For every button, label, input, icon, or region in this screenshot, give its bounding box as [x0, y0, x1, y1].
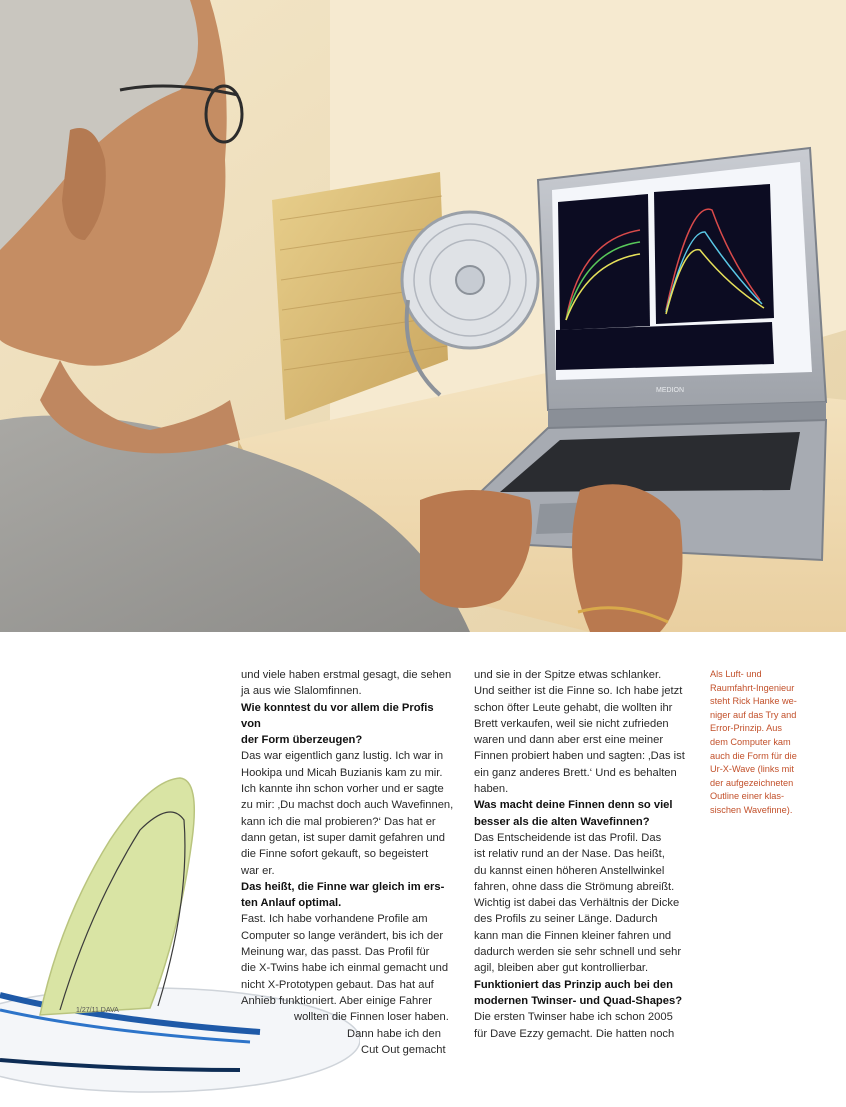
interview-question: Wie konntest du vor allem die Profis von	[241, 701, 434, 730]
body-text: Hookipa und Micah Buzianis kam zu mir.	[241, 766, 443, 779]
interview-question: Was macht deine Finnen denn so viel	[474, 799, 673, 812]
body-text: ja aus wie Slalomfinnen.	[241, 685, 362, 698]
body-text: die Finne sofort gekauft, so begeistert	[241, 848, 429, 861]
body-text: und viele haben erstmal gesagt, die sehen	[241, 669, 452, 681]
caption-line: Als Luft- und	[710, 669, 762, 679]
body-text: agil, bleiben aber gut kontrollierbar.	[474, 962, 649, 975]
body-text: die X-Twins habe ich einmal gemacht und	[241, 962, 449, 975]
body-text: Und seither ist die Finne so. Ich habe jetzt	[474, 685, 683, 698]
article-column-2	[474, 667, 686, 1042]
body-text: dadurch werden sie sehr schnell und sehr	[474, 946, 682, 959]
body-text: waren und dann aber erst eine meiner	[474, 734, 664, 747]
caption-line: auch die Form für die	[710, 750, 797, 761]
caption-line: steht Rick Hanke we-	[710, 696, 797, 707]
body-text: nicht X-Prototypen gebaut. Das hat auf	[241, 978, 434, 991]
interview-question: besser als die alten Wavefinnen?	[474, 815, 650, 828]
interview-question: der Form überzeugen?	[241, 734, 363, 747]
body-text: Wichtig ist dabei das Verhältnis der Dicke	[474, 897, 680, 910]
caption-line: sischen Wavefinne).	[710, 804, 793, 815]
body-text: wollten die Finnen loser haben.	[294, 1011, 449, 1024]
body-text: Finnen probiert haben und sagten: ‚Das ist	[474, 750, 685, 763]
body-text: Das war eigentlich ganz lustig. Ich war in	[241, 750, 444, 763]
body-text: des Profils zu seiner Länge. Dadurch	[474, 913, 658, 926]
caption-line: Ur-X-Wave (links mit	[710, 764, 794, 775]
body-text: Computer so lange verändert, bis ich der	[241, 929, 444, 942]
caption-line: Outline einer klas-	[710, 791, 785, 802]
body-text: Ich kannte ihn schon vorher und er sagte	[241, 783, 444, 796]
body-text: Meinung war, das passt. Das Profil für	[241, 946, 430, 959]
body-text: ein ganz anderes Brett.‘ Und es behalten	[474, 766, 677, 779]
interview-question: Funktioniert das Prinzip auch bei den	[474, 978, 673, 991]
laptop-brand: MEDION	[656, 387, 684, 394]
body-text: kann ich die mal probieren?‘ Das hat er	[241, 815, 436, 828]
caption-line: dem Computer kam	[710, 736, 791, 747]
body-text: kann man die Finnen kleiner fahren und	[474, 929, 672, 942]
fin-engraving: 1/27/11 DAVA	[76, 1007, 119, 1014]
body-text: fahren, ohne dass die Strömung abreißt.	[474, 880, 675, 893]
body-text: Anhieb funktioniert. Aber einige Fahrer	[241, 994, 432, 1007]
body-text: Fast. Ich habe vorhandene Profile am	[241, 913, 428, 926]
body-text: Brett verkaufen, weil sie nicht zufrieden	[474, 717, 669, 730]
body-text: Das Entscheidende ist das Profil. Das	[474, 831, 662, 844]
body-text: haben.	[474, 783, 509, 796]
body-text: für Dave Ezzy gemacht. Die hatten noch	[474, 1027, 675, 1040]
caption-line: Error-Prinzip. Aus	[710, 723, 782, 734]
interview-question: ten Anlauf optimal.	[241, 897, 342, 910]
body-text: Die ersten Twinser habe ich schon 2005	[474, 1011, 673, 1024]
fin	[40, 778, 194, 1015]
photo-caption	[710, 668, 814, 818]
body-text: Dann habe ich den	[347, 1027, 441, 1040]
body-text: ist relativ rund an der Nase. Das heißt,	[474, 848, 665, 861]
body-text: war er.	[241, 864, 275, 877]
body-text: dann getan, ist super damit gefahren und	[241, 831, 446, 844]
article-column-1	[241, 667, 456, 1058]
interview-question: modernen Twinser- und Quad-Shapes?	[474, 994, 683, 1007]
body-text: zu mir: ‚Du machst doch auch Wavefinnen,	[241, 799, 454, 812]
caption-line: der aufgezeichneten	[710, 777, 794, 788]
body-text: schon öfter Leute gehabt, die wollten ihr	[474, 701, 673, 714]
caption-line: niger auf das Try and	[710, 709, 797, 720]
interview-question: Das heißt, die Finne war gleich im ers-	[241, 880, 445, 893]
body-text: Cut Out gemacht	[361, 1043, 446, 1056]
body-text: und sie in der Spitze etwas schlanker.	[474, 669, 662, 681]
chart-panel-left	[558, 194, 650, 330]
body-text: du kannst einen höheren Anstellwinkel	[474, 864, 665, 877]
caption-line: Raumfahrt-Ingenieur	[710, 682, 795, 693]
